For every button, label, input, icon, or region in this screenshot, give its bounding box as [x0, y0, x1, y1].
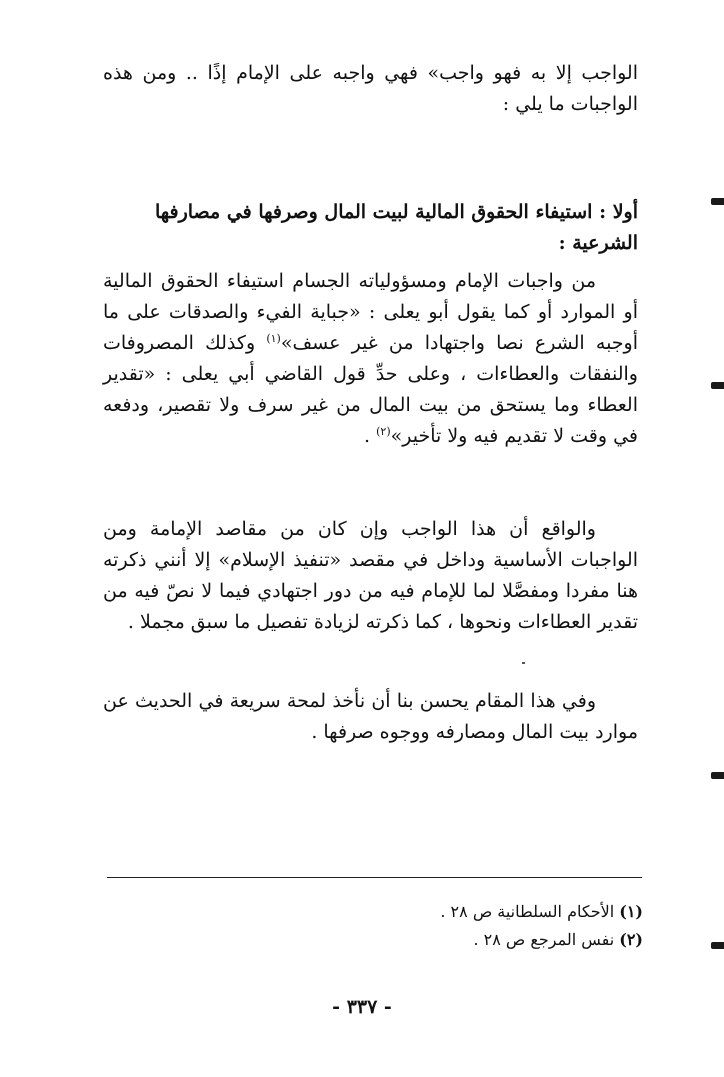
paragraph-3: وفي هذا المقام يحسن بنا أن نأخذ لمحة سريعة في الحديث عن موارد بيت المال ومصارفه ووجوه صرفها . — [103, 690, 638, 743]
edge-mark — [711, 382, 724, 389]
intro-paragraph: الواجب إلا به فهو واجب» فهي واجبه على الإمام إذًا .. ومن هذه الواجبات ما يلي : — [103, 62, 638, 115]
page-number: - ٣٣٧ - — [332, 996, 392, 1018]
footnote-ref-1: (١) — [266, 332, 281, 345]
edge-mark — [711, 942, 724, 949]
paragraph-1-end: . — [364, 425, 377, 447]
edge-mark — [711, 198, 724, 205]
paragraph-2: والواقع أن هذا الواجب وإن كان من مقاصد الإمامة ومن الواجبات الأساسية وداخل في مقصد «تنفيذ الإسلام» إلا أنني ذكرته هنا مفردا ومفصَّلا لما للإمام فيه من دور اجتهادي فيما لا نصّ فيه من تقدير العطاءات ونحوها ، كما ذكرته لزيادة تفصيل ما سبق مجملا . — [103, 518, 638, 633]
footnote-ref-2: (٢) — [376, 425, 391, 438]
paragraph-1-text-b: وكذلك المصروفات والنفقات والعطاءات ، وعلى حدِّ قول القاضي أبي يعلى : «تقدير العطاء وما يستحق من بيت المال من غير سرف ولا تقصير، ودفعه في وقت لا تقديم فيه ولا تأخير» — [103, 332, 638, 447]
footnote-1-number: (١) — [619, 902, 643, 921]
edge-mark — [711, 772, 724, 779]
paragraph-1 — [103, 266, 638, 452]
paragraph-1-text-a: من واجبات الإمام ومسؤولياته الجسام استيفاء الحقوق المالية أو الموارد أو كما يقول أبو يعلى : «جباية الفيء والصدقات على ما أوجبه الشرع نصا واجتهادا من غير عسف» — [103, 270, 638, 354]
scan-speck — [522, 662, 525, 664]
footnote-2-text: نفس المرجع ص ٢٨ . — [473, 930, 620, 949]
section-heading: أولا : استيفاء الحقوق المالية لبيت المال وصرفها في مصارفها الشرعية : — [154, 201, 638, 254]
footnote-1-text: الأحكام السلطانية ص ٢٨ . — [440, 902, 620, 921]
footnote-divider — [107, 877, 642, 878]
footnote-1 — [103, 898, 643, 926]
footnote-2 — [103, 926, 643, 954]
footnote-2-number: (٢) — [619, 930, 643, 949]
footnotes — [103, 898, 643, 954]
